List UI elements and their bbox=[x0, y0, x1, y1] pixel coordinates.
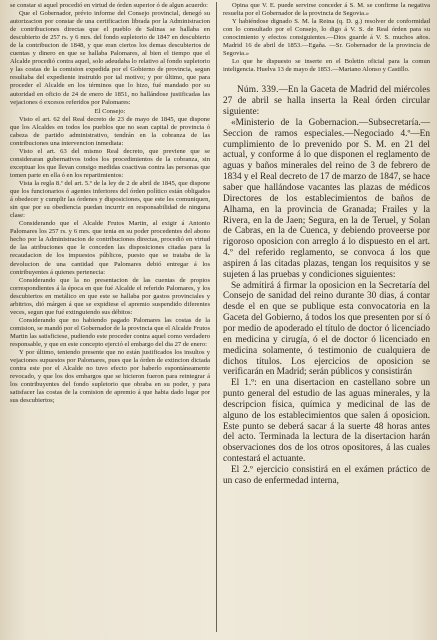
notice-lead bbox=[223, 85, 430, 118]
paragraph: Visto el art. 63 del mismo Real decreto, que previene que se consideraran gubernativos todos los procedimientos de la cobranza, sin exceptuar los que llevan consigo medidas coactivas contra las personas que tomen parte en ella ó en los repartimientos: bbox=[10, 147, 210, 179]
paragraph: Y por último, teniendo presente que no están justificados los insultos y vejaciones supuestos por Palomares, pues que la órden de extincion dictada contra este por el Alcalde no tuvo efecto por haberlo espontáneamente revocado, y que los dos embargos que se hicieron fueron para reintegrar á los contribuyentes del fondo supletorio que obraba en su poder, y para satisfacer las costas de la comision de apremio á que habia dado lugar por sus descubiertos; bbox=[10, 349, 210, 405]
notice-339 bbox=[223, 85, 430, 486]
paragraph: Visto el art. 62 del Real decreto de 23 de mayo de 1845, que dispone que los Alcaldes en todos los pueblos que no sean capital de provincia ó cabeza de partido administrativo, tendrán en la cobranza de las contribuciones una intervencion inmediata: bbox=[10, 115, 210, 147]
paragraph: «Ministerio de la Gobernacion.—Subsecretaría.—Seccion de ramos especiales.—Negociado 4.º—En cumplimiento de lo prevenido por S. M. en 21 del actual, y conforme á lo que disponen el reglamento de aguas y baños minerales del reino de 3 de febrero de 1834 y el Real decreto de 17 de marzo de 1847, se hace saber que hallándose vacantes las plazas de médicos Directores de los establecimientos de baños de Alhama, en la provincia de Granada; Frailes y la Rivera, en la de Jaen; Segura, en la de Teruel, y Solan de Cabras, en la de Cuenca, y debiendo proveerse por rigoroso oposicion con arreglo á lo dispuesto en el art. 4.º del referido reglamento, se convoca á los que aspiren á las citadas plazas, tengan los requisitos y se sujeten á las pruebas y condiciones siguientes: bbox=[223, 117, 430, 280]
right-column-top-block bbox=[223, 2, 430, 74]
paragraph: Considerando que no habiendo pagado Palomares las costas de la comision, se mandó por el Gobernador de la provincia que el Alcalde Frutos Martin las satisficiese, pudiendo este proceder contra aquel como verdadero responsable, y que en este concepto ejerció el embargo del dia 27 de enero: bbox=[10, 316, 210, 348]
paragraph: El 1.º: en una disertacion en castellano sobre un punto general del estudio de las aguas minerales, y la descripcion física, química y medicinal de las de alguno de los establecimientos que salen á oposicion. Este punto se deberá sacar á la suerte 48 horas antes del acto. Terminada la lectura de la disertacion harán observaciones dos de los otros opositores, á las cuales contestará el actuante. bbox=[223, 378, 430, 465]
notice-intro: —En la Gaceta de Madrid del miércoles 27 de abril se halla inserta la Real órden circular siguiente: bbox=[223, 85, 430, 118]
paragraph: Se admitirá á firmar la oposicion en la Secretaría del Consejo de sanidad del reino durante 30 dias, á contar desde el en que se publique esta convocatoria en la Gaceta del Gobierno, á todos los que presenten por sí ó por medio de apoderado el título de doctor ó licenciado en medicina y cirugía, ó el de doctor ó licenciado en medicina solamente, ó testimonio de cualquiera de dichos títulos. Los ejercicios de oposicion se verificarán en Madrid; serán públicos y consistirán bbox=[223, 280, 430, 378]
paragraph: El 2.º ejercicio consistirá en el exámen práctico de un caso de enfermedad interna, bbox=[223, 464, 430, 486]
paragraph: Opina que V. E. puede servirse conceder á S. M. se confirme la negativa resuelta por el Gobernador de la provincia de Segovia.» bbox=[223, 2, 430, 18]
paragraph: Vista la regla 8.ª del art. 5.º de la ley de 2 de abril de 1845, que dispone que los funcionarios ó agentes inferiores del órden político están obligados á obedecer y cumplir las órdenes y disposiciones, que este les comuniquen, sin que por su obediencia puedan incurrir en responsabilidad de ninguna clase: bbox=[10, 180, 210, 220]
right-column bbox=[223, 2, 430, 487]
left-column bbox=[10, 2, 210, 405]
paragraph: Y habiéndose dignado S. M. la Reina (q. D. g.) resolver de conformidad con lo consultado por el Consejo, lo digo á V. S. de Real órden para su conocimiento y efectos consiguientes.—Dios guarde á V. S. muchos años. Madrid 16 de abril de 1853.—Egaña. —Sr. Gobernador de la provincia de Segovia.» bbox=[223, 18, 430, 58]
paragraph: Lo que he dispuesto se inserte en el Boletin oficial para la comun inteligencia. Huelva 13 de mayo de 1853.—Mariano Alonso y Castillo. bbox=[223, 58, 430, 74]
paragraph: Considerando que la no presentacion de las cuentas de propios correspondientes á la época en que fué Alcalde el referido Palomares, y los descubiertos en metálico en que este se hallaba por gastos provinciales y arbitrios, dió márgen á que se expidiese el apremio suspendido diferentes veces, segun que fué extinguiendo sus débitos: bbox=[10, 276, 210, 316]
column-divider bbox=[216, 2, 217, 632]
paragraph: se constar si aquel procedió en virtud de órden superior ó de algun acuerdo: bbox=[10, 2, 208, 9]
paragraph: Considerando que el Alcalde Frutos Martin, al exigir á Antonio Palomares los 257 rs. y 6 mrs. que tenia en su poder procedentes del abono hecho por la Administracion de contribuciones directas, procedió en virtud de las atribuciones que le conceden las disposiciones citadas para la recaudacion de los impuestos públicos, puesto que se trataba de la devolucion de una cantidad que Palomares debió entregar á los contribuyentes á quienes pertenecia: bbox=[10, 220, 210, 276]
paragraph: Que el Gobernador, prévio informe del Consejo provincial, denegó su autorizacion por constar de una certificacion librada por la Administracion de contribuciones directas que el pueblo de Salinas se hallaba en descubierto de 257 rs. y 6 mrs. del fondo supletorio de 1847 en descubierto de la contribucion de 1848, y que eran ciertos los demas descubiertos de cuentas y dinero en que se hallaba Palomares, al bien el tiempo que el Alcalde procedió contra aquel, solo adeudaba lo relativo al fondo supletorio y las costas de la comision expedida por el Gobierno de provincia, segun resultaba del expediente instruido por tal motivo; y por último, que para proceder el Alcalde en los términos que lo hizo, fué mandado por su autoridad en oficio de 24 de enero de 1851, no hallándose justificadas las vejaciones ó excesos referidos por Palomares: bbox=[10, 10, 210, 106]
notice-number: Núm. 339. bbox=[237, 85, 279, 96]
section-heading-consejo: El Consejo: bbox=[94, 107, 126, 115]
